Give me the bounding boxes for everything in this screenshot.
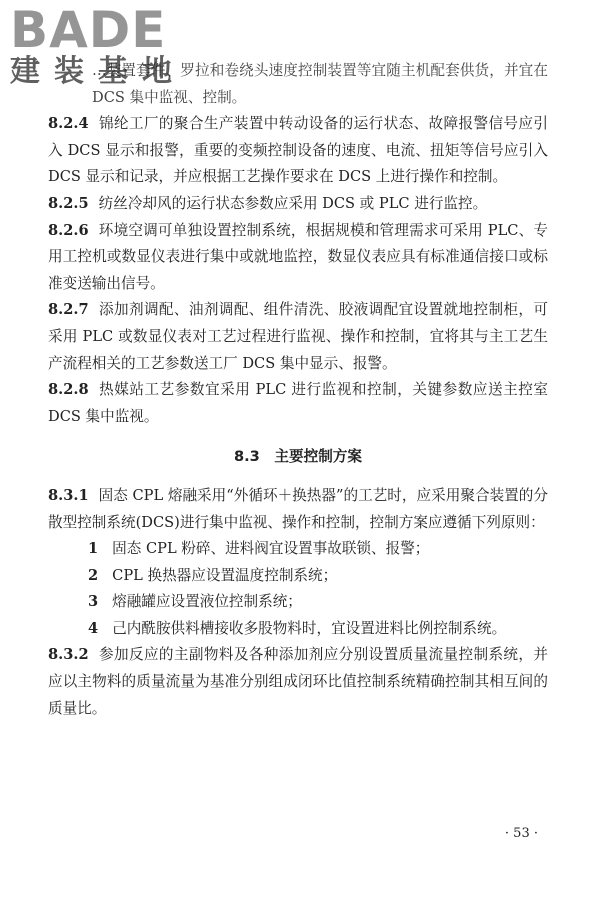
logo-latin-text: BADE — [10, 1, 167, 59]
clause-8-2-7 — [48, 297, 548, 377]
list-item-2 — [48, 563, 548, 590]
clause-number: 8.3.1 — [48, 486, 89, 504]
list-item-text: 固态 CPL 粉碎、进料阀宜设置事故联锁、报警； — [112, 540, 430, 558]
list-item-3 — [48, 589, 548, 616]
clause-text: 固态 CPL 熔融采用“外循环＋换热器”的工艺时，应采用聚合装置的分散型控制系统(DCS)进行集中监视、操作和控制，控制方案应遵循下列原则： — [48, 486, 548, 531]
list-item-1 — [48, 536, 548, 563]
clause-number: 8.2.7 — [48, 301, 89, 319]
clause-8-3-1 — [48, 483, 548, 536]
clause-8-2-4 — [48, 111, 548, 191]
clause-text: 添加剂调配、油剂调配、组件清洗、胶液调配宜设置就地控制柜，可采用 PLC 或数显仪表对工艺过程进行监视、操作和控制，宜将其与主工艺生产流程相关的工艺参数送工厂 DCS 集中显示、报警。 — [48, 301, 548, 372]
clause-text: 环境空调可单独设置控制系统，根据规模和管理需求可采用 PLC、专用工控机或数显仪表进行集中或就地监控，数显仪表应具有标准通信接口或标准变送输出信号。 — [48, 221, 548, 292]
clause-number: 8.3.2 — [48, 646, 89, 664]
logo-chinese-text: 建装基地 — [10, 54, 186, 89]
paragraph-text: …装置套件、罗拉和卷绕头速度控制装置等宜随主机配套供货，并宜在 DCS 集中监视、控制。 — [92, 62, 548, 106]
clause-text: 参加反应的主副物料及各种添加剂应分别设置质量流量控制系统，并应以主物料的质量流量为基准分别组成闭环比值控制系统精确控制其相互间的质量比。 — [48, 646, 548, 717]
clause-number: 8.2.4 — [48, 115, 89, 133]
clause-text: 热媒站工艺参数宜采用 PLC 进行监视和控制，关键参数应送主控室 DCS 集中监视。 — [48, 381, 548, 425]
page-number: · 53 · — [504, 826, 538, 841]
clause-number: 8.2.6 — [48, 221, 89, 239]
section-heading-8-3: 8.3 主要控制方案 — [233, 448, 362, 466]
clause-number: 8.2.8 — [48, 381, 89, 399]
list-item-number: 4 — [88, 619, 99, 637]
list-item-number: 1 — [88, 540, 99, 558]
list-item-number: 2 — [88, 566, 99, 584]
clause-8-3-2 — [48, 642, 548, 722]
clause-8-2-6 — [48, 218, 548, 298]
list-item-4 — [48, 616, 548, 643]
list-item-text: CPL 换热器应设置温度控制系统； — [112, 566, 338, 584]
clause-text: 锦纶工厂的聚合生产装置中转动设备的运行状态、故障报警信号应引入 DCS 显示和报警，重要的变频控制设备的速度、电流、扭矩等信号应引入 DCS 显示和记录，并应根据工艺操作要求在 DCS 上进行操作和控制。 — [48, 115, 548, 186]
page-body — [48, 58, 548, 722]
clause-number: 8.2.5 — [48, 194, 89, 212]
paragraph-continued — [48, 58, 548, 111]
clause-8-2-5 — [48, 191, 548, 218]
list-item-number: 3 — [88, 593, 99, 611]
list-item-text: 熔融罐应设置液位控制系统； — [112, 593, 302, 611]
list-item-text: 己内酰胺供料槽接收多股物料时，宜设置进料比例控制系统。 — [112, 619, 507, 637]
clause-8-2-8 — [48, 377, 548, 430]
clause-text: 纺丝冷却风的运行状态参数应采用 DCS 或 PLC 进行监控。 — [98, 194, 488, 212]
